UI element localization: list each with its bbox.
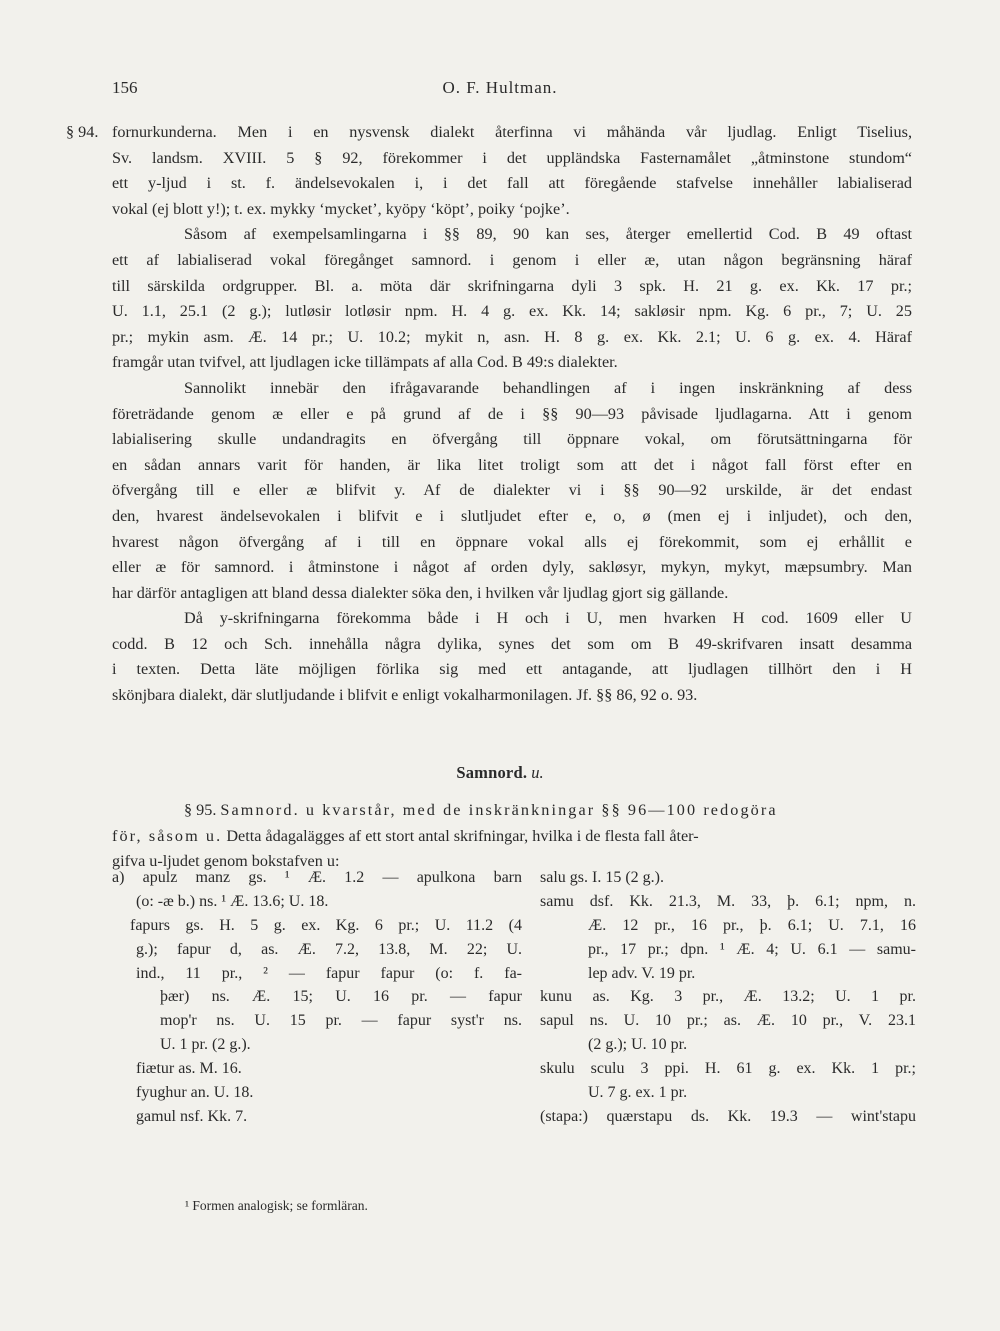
text-line: den, hvarest ändelsevokalen i blifvit e i slutljudet efter e, o, ø (men ej i inljudet), och den, <box>112 506 912 525</box>
column-line: (2 g.); U. 10 pr. <box>588 1036 688 1054</box>
paragraph-1 <box>112 120 912 222</box>
column-line: fiætur as. M. 16. <box>136 1060 242 1078</box>
text-line: Sv. landsm. XVIII. 5 § 92, förekommer i det uppländska Fasternamålet „åtminstone stundom“ <box>112 148 912 167</box>
column-line: sapul ns. U. 10 pr.; as. Æ. 10 pr., V. 23.1 <box>540 1012 916 1030</box>
text-line: hvarest någon öfvergång af i till en öppnare vokal alls ej förekommit, som ej erhållit e <box>112 532 912 551</box>
text-line: gifva u-ljudet genom bokstafven u: <box>112 852 340 871</box>
text-line: i texten. Detta läte möjligen förlika sig med ett antagande, att ljudlagen tillhört den i H <box>112 660 912 679</box>
heading-text: Samnord. <box>456 763 528 782</box>
footnote: ¹ Formen analogisk; se formläran. <box>185 1198 368 1213</box>
right-column <box>540 866 916 1129</box>
column-line: fyughur an. U. 18. <box>136 1084 254 1102</box>
column-line: a) apulz manz gs. ¹ Æ. 1.2 — apulkona barn <box>112 869 522 886</box>
text-line: framgår utan tvifvel, att ljudlagen icke tillämpats af alla Cod. B 49:s dialekter. <box>112 353 618 372</box>
text-line: företrädande genom æ eller e på grund af de i §§ 90—93 påvisade ljudlagarna. Att i genom <box>112 404 912 423</box>
paragraph-3 <box>112 376 912 606</box>
text-line: vokal (ej blott y!); t. ex. mykky ‘mycket’, kyöpy ‘köpt’, poiky ‘pojke’. <box>112 199 570 218</box>
text-run: Detta ådagalägges af ett stort antal skrifningar, hvilka i de flesta fall åter- <box>226 826 699 845</box>
text-line: Då y-skrifningarna förekomma både i H och i U, men hvarken H cod. 1609 eller U <box>184 609 912 628</box>
text-line: U. 1.1, 25.1 (2 g.); lutløsir lotløsir npm. H. 4 g. ex. Kk. 14; sakløsir npm. Kg. 6 pr., 7; U. 25 <box>112 302 912 321</box>
column-line: skulu sculu 3 ppi. H. 61 g. ex. Kk. 1 pr.; <box>540 1060 916 1078</box>
text-line: pr.; mykin asm. Æ. 14 pr.; U. 10.2; mykit n, asn. H. 8 g. ex. Kk. 2.1; U. 6 g. ex. 4. Häraf <box>112 327 912 346</box>
paragraph-2 <box>112 222 912 376</box>
spaced-text: för, såsom u. <box>112 826 223 845</box>
heading-vowel: u. <box>531 763 544 782</box>
text-line: fornurkunderna. Men i en nysvensk dialekt återfinna vi måhända vår ljudlag. Enligt Tiselius, <box>112 123 912 141</box>
section-marker-95: § 95. <box>184 801 217 819</box>
column-line: ind., 11 pr., ² — fapur fapur (o: f. fa- <box>136 964 522 982</box>
column-line: salu gs. I. 15 (2 g.). <box>540 869 664 886</box>
text-line: till särskilda ordgrupper. Bl. a. möta där skrifningarna dyli 3 spk. H. 21 g. ex. Kk. 17 pr.; <box>112 276 912 295</box>
page-number: 156 <box>112 78 138 97</box>
text-line <box>112 798 912 824</box>
column-line: U. 7 g. ex. 1 pr. <box>588 1084 688 1102</box>
page-header <box>0 78 1000 104</box>
column-line: (stapa:) quærstapu ds. Kk. 19.3 — wint'stapu <box>540 1107 916 1125</box>
text-line: öfvergång till e eller æ blifvit y. Af de dialekter vi i §§ 90—92 urskilde, är det endast <box>112 481 912 500</box>
column-line: Æ. 12 pr., 16 pr., þ. 6.1; U. 7.1, 16 <box>588 916 916 934</box>
text-line: ett y-ljud i st. f. ändelsevokalen i, i det fall att föregående stafvelse innehåller labialiserad <box>112 174 912 193</box>
text-line: codd. B 12 och Sch. innehålla några dylika, synes det som om B 49-skrifvaren insatt desamma <box>112 634 912 653</box>
text-line: skönjbara dialekt, där slutljudande i blifvit e enligt vokalharmonilagen. Jf. §§ 86, 92 o. 93. <box>112 686 698 705</box>
text-line: Såsom af exempelsamlingarna i §§ 89, 90 kan ses, återger emellertid Cod. B 49 oftast <box>184 225 912 244</box>
column-line: U. 1 pr. (2 g.). <box>160 1036 251 1054</box>
column-line: þær) ns. Æ. 15; U. 16 pr. — fapur <box>160 988 522 1006</box>
text-line: eller æ för samnord. i åtminstone i något af orden dyly, sakløsyr, mykyn, mykyt, mæpsumbry. Man <box>112 558 912 577</box>
column-line: gamul nsf. Kk. 7. <box>136 1107 248 1125</box>
text-line: en sådan annars varit för handen, är lika litet troligt som att det i något fall först efter en <box>112 455 912 474</box>
text-line: ett af labialiserad vokal föregånget samnord. i genom i eller æ, utan någon begränsning häraf <box>112 250 912 269</box>
text-line <box>112 824 912 850</box>
running-title: O. F. Hultman. <box>442 78 558 97</box>
text-line: Sannolikt innebär den ifrågavarande behandlingen af i ingen inskränkning af dess <box>184 378 912 397</box>
section-heading <box>0 763 1000 783</box>
column-line: fapurs gs. H. 5 g. ex. Kg. 6 pr.; U. 11.2 (4 <box>130 916 522 934</box>
spaced-text: Samnord. u kvarstår, med de inskränkningar §§ 96—100 redogöra <box>220 801 778 819</box>
column-line: g.); fapur d, as. Æ. 7.2, 13.8, M. 22; U. <box>136 940 522 958</box>
left-column <box>112 866 522 1129</box>
section-marker-94: § 94. <box>66 123 99 141</box>
paragraph-95 <box>112 798 912 875</box>
column-line: mop'r ns. U. 15 pr. — fapur syst'r ns. <box>160 1012 522 1030</box>
column-line: pr., 17 pr.; dpn. ¹ Æ. 4; U. 6.1 — samu- <box>588 940 916 958</box>
column-line: lep adv. V. 19 pr. <box>588 964 696 982</box>
column-line: (o: -æ b.) ns. ¹ Æ. 13.6; U. 18. <box>136 892 329 910</box>
paragraph-4 <box>112 606 912 708</box>
main-text <box>66 120 912 709</box>
column-line: samu dsf. Kk. 21.3, M. 33, þ. 6.1; npm, n. <box>540 892 916 910</box>
column-line: kunu as. Kg. 3 pr., Æ. 13.2; U. 1 pr. <box>540 988 916 1006</box>
text-line: har därför antagligen att bland dessa dialekter söka den, i hvilken vår ljudlag gjort sig gällande. <box>112 583 729 602</box>
text-line: labialisering skulle undandragits en öfvergång till öppnare vokal, om förutsättningarna för <box>112 430 912 449</box>
